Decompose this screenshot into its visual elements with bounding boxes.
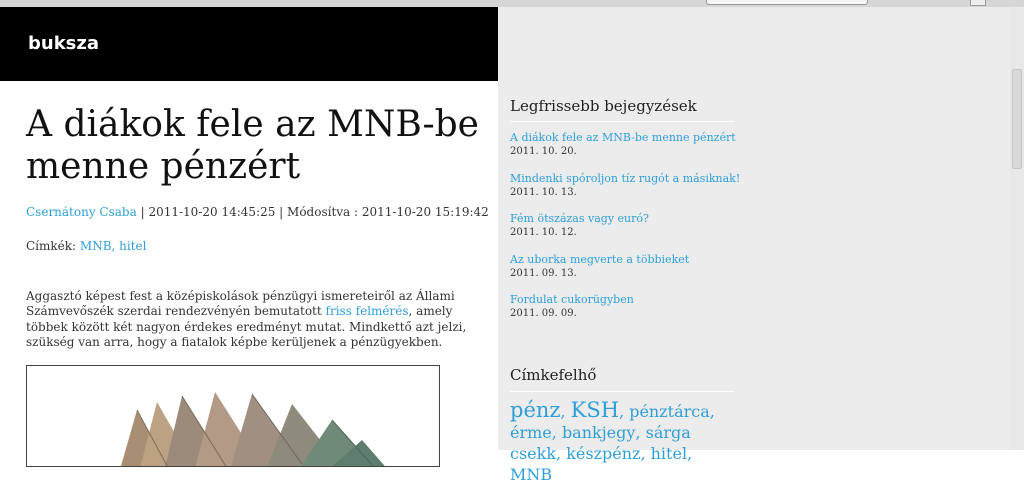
body-text: Aggasztó képest fest a középiskolások pénzügyi ismereteiről az Állami Számvevőszék szerdai rendezvényén bemutatott — [26, 289, 455, 319]
list-item — [510, 172, 740, 213]
survey-link[interactable]: friss felmérés — [325, 304, 409, 319]
recent-post-link[interactable]: A diákok fele az MNB-be menne pénzért — [510, 131, 736, 144]
post-body — [26, 289, 496, 351]
tag-cloud: pénz, KSH, pénztárca, érme, bankjegy, sárga csekk, készpénz, hitel, MNB — [510, 398, 715, 484]
recent-post-date: 2011. 10. 13. — [510, 186, 577, 198]
tag-link[interactable]: érme — [510, 423, 552, 442]
recent-posts-list — [510, 131, 740, 334]
tag-cloud-heading: Címkefelhő — [510, 366, 597, 384]
tags-label: Címkék: — [26, 239, 77, 253]
list-item — [510, 293, 740, 334]
post-tags — [26, 239, 146, 253]
recent-post-link[interactable]: Mindenki spóroljon tíz rugót a másiknak! — [510, 171, 741, 185]
recent-post-date: 2011. 09. 13. — [510, 267, 577, 279]
banknotes-illustration — [77, 380, 397, 467]
tag-link[interactable]: hitel — [650, 444, 688, 463]
body-text: , amely többek között két nagyon érdekes eredményt mutat. Mindkettő azt jelzi, szükség van arra, hogy a fiatalok képbe kerüljenek a pénzügyekben. — [26, 304, 467, 350]
post-modified: 2011-10-20 15:19:42 — [361, 205, 489, 219]
tag-link[interactable]: sárga csekk — [510, 423, 691, 463]
meta-separator: | — [275, 205, 288, 219]
tag-link[interactable]: bankjegy — [561, 423, 636, 442]
tag-link[interactable]: készpénz — [566, 444, 641, 463]
author-link[interactable]: Csernátony Csaba — [26, 205, 137, 219]
post-title[interactable]: A diákok fele az MNB-be menne pénzért — [26, 104, 479, 187]
browser-search-field[interactable] — [706, 0, 868, 5]
recent-post-date: 2011. 09. 09. — [510, 308, 577, 319]
sidebar — [498, 7, 1010, 484]
recent-post-date: 2011. 10. 20. — [510, 146, 577, 157]
recent-post-link[interactable]: Az uborka megverte a többieket — [510, 252, 690, 266]
browser-button[interactable] — [970, 0, 986, 6]
post-meta — [26, 205, 489, 219]
recent-posts-heading: Legfrissebb bejegyzések — [510, 97, 697, 115]
post-created: 2011-10-20 14:45:25 — [148, 205, 276, 219]
post-image-banknotes — [26, 365, 440, 467]
recent-post-link[interactable]: Fém ötszázas vagy euró? — [510, 212, 649, 225]
list-item — [510, 253, 740, 294]
scrollbar-thumb[interactable] — [1012, 69, 1022, 169]
list-item — [510, 212, 740, 253]
recent-post-date: 2011. 10. 12. — [510, 227, 577, 238]
tag-link[interactable]: MNB — [510, 465, 553, 484]
heading-divider — [510, 391, 734, 392]
meta-separator: | — [140, 205, 149, 219]
page-scrollbar[interactable] — [1010, 7, 1024, 450]
tags-links[interactable]: MNB, hitel — [79, 239, 147, 253]
recent-post-link[interactable]: Fordulat cukorügyben — [510, 293, 634, 306]
heading-divider — [510, 121, 734, 122]
tag-link[interactable]: KSH — [570, 398, 620, 422]
list-item — [510, 131, 740, 172]
site-title[interactable]: buksza — [28, 33, 100, 54]
tag-link[interactable]: pénztárca — [629, 402, 710, 421]
site-header — [0, 7, 498, 81]
modified-label: Módosítva : — [287, 205, 359, 219]
tag-link[interactable]: pénz — [510, 398, 561, 422]
browser-toolbar-strip — [0, 0, 1024, 7]
